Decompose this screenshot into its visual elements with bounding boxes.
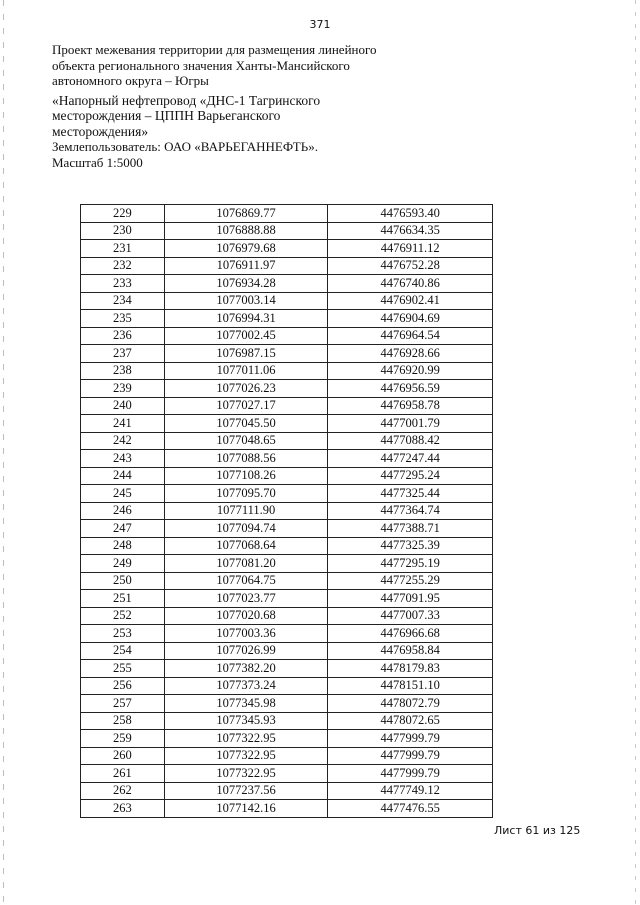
y-coordinate-cell: 4476964.54 <box>328 327 493 345</box>
page-number: 371 <box>309 18 331 31</box>
point-number-cell: 242 <box>81 432 165 450</box>
table-row <box>81 450 493 468</box>
x-coordinate-cell: 1077111.90 <box>164 502 328 520</box>
x-coordinate-cell: 1077068.64 <box>164 537 328 555</box>
y-coordinate-cell: 4476740.86 <box>328 275 493 293</box>
point-number-cell: 240 <box>81 397 165 415</box>
table-row <box>81 555 493 573</box>
table-row <box>81 712 493 730</box>
table-row <box>81 292 493 310</box>
point-number-cell: 236 <box>81 327 165 345</box>
table-row <box>81 747 493 765</box>
project-title <box>52 93 382 140</box>
scale-label: Масштаб 1:5000 <box>52 154 143 170</box>
table-row <box>81 765 493 783</box>
x-coordinate-cell: 1076888.88 <box>164 222 328 240</box>
point-number-cell: 256 <box>81 677 165 695</box>
point-number-cell: 238 <box>81 362 165 380</box>
table-row <box>81 327 493 345</box>
point-number-cell: 263 <box>81 800 165 818</box>
point-number-cell: 234 <box>81 292 165 310</box>
point-number-cell: 245 <box>81 485 165 503</box>
y-coordinate-cell: 4477088.42 <box>328 432 493 450</box>
x-coordinate-cell: 1077048.65 <box>164 432 328 450</box>
y-coordinate-cell: 4477255.29 <box>328 572 493 590</box>
x-coordinate-cell: 1077027.17 <box>164 397 328 415</box>
coordinates-table <box>80 204 493 818</box>
point-number-cell: 230 <box>81 222 165 240</box>
table-row <box>81 572 493 590</box>
point-number-cell: 261 <box>81 765 165 783</box>
x-coordinate-cell: 1077011.06 <box>164 362 328 380</box>
point-number-cell: 262 <box>81 782 165 800</box>
x-coordinate-cell: 1077081.20 <box>164 555 328 573</box>
land-user: Землепользователь: ОАО «ВАРЬЕГАННЕФТЬ». <box>52 139 318 154</box>
header-line-1: Проект межевания территории для размещения линейного <box>52 42 377 57</box>
table-row <box>81 240 493 258</box>
table-row <box>81 467 493 485</box>
table-row <box>81 275 493 293</box>
table-row <box>81 345 493 363</box>
point-number-cell: 257 <box>81 695 165 713</box>
point-number-cell: 246 <box>81 502 165 520</box>
x-coordinate-cell: 1077108.26 <box>164 467 328 485</box>
x-coordinate-cell: 1077045.50 <box>164 415 328 433</box>
y-coordinate-cell: 4477325.39 <box>328 537 493 555</box>
y-coordinate-cell: 4476593.40 <box>328 205 493 223</box>
table-row <box>81 362 493 380</box>
point-number-cell: 247 <box>81 520 165 538</box>
table-row <box>81 502 493 520</box>
point-number-cell: 232 <box>81 257 165 275</box>
table-row <box>81 800 493 818</box>
x-coordinate-cell: 1077382.20 <box>164 660 328 678</box>
point-number-cell: 249 <box>81 555 165 573</box>
x-coordinate-cell: 1076869.77 <box>164 205 328 223</box>
x-coordinate-cell: 1077322.95 <box>164 747 328 765</box>
point-number-cell: 237 <box>81 345 165 363</box>
y-coordinate-cell: 4477325.44 <box>328 485 493 503</box>
table-row <box>81 782 493 800</box>
x-coordinate-cell: 1076934.28 <box>164 275 328 293</box>
x-coordinate-cell: 1077237.56 <box>164 782 328 800</box>
point-number-cell: 241 <box>81 415 165 433</box>
x-coordinate-cell: 1077345.93 <box>164 712 328 730</box>
y-coordinate-cell: 4478179.83 <box>328 660 493 678</box>
table-row <box>81 520 493 538</box>
x-coordinate-cell: 1077023.77 <box>164 590 328 608</box>
x-coordinate-cell: 1077026.99 <box>164 642 328 660</box>
x-coordinate-cell: 1077095.70 <box>164 485 328 503</box>
y-coordinate-cell: 4477295.19 <box>328 555 493 573</box>
point-number-cell: 235 <box>81 310 165 328</box>
table-row <box>81 205 493 223</box>
table-row <box>81 397 493 415</box>
y-coordinate-cell: 4476956.59 <box>328 380 493 398</box>
y-coordinate-cell: 4477749.12 <box>328 782 493 800</box>
y-coordinate-cell: 4477247.44 <box>328 450 493 468</box>
y-coordinate-cell: 4477364.74 <box>328 502 493 520</box>
x-coordinate-cell: 1077142.16 <box>164 800 328 818</box>
table-row <box>81 642 493 660</box>
table-row <box>81 730 493 748</box>
coordinates-table-body <box>81 205 493 818</box>
document-header <box>52 42 382 170</box>
y-coordinate-cell: 4476902.41 <box>328 292 493 310</box>
y-coordinate-cell: 4478072.65 <box>328 712 493 730</box>
x-coordinate-cell: 1077094.74 <box>164 520 328 538</box>
point-number-cell: 231 <box>81 240 165 258</box>
y-coordinate-cell: 4477476.55 <box>328 800 493 818</box>
y-coordinate-cell: 4477388.71 <box>328 520 493 538</box>
table-row <box>81 677 493 695</box>
table-row <box>81 415 493 433</box>
sheet-label: Лист 61 из 125 <box>494 824 581 837</box>
y-coordinate-cell: 4477091.95 <box>328 590 493 608</box>
table-row <box>81 257 493 275</box>
point-number-cell: 253 <box>81 625 165 643</box>
table-row <box>81 485 493 503</box>
point-number-cell: 255 <box>81 660 165 678</box>
point-number-cell: 258 <box>81 712 165 730</box>
y-coordinate-cell: 4478072.79 <box>328 695 493 713</box>
y-coordinate-cell: 4476958.78 <box>328 397 493 415</box>
x-coordinate-cell: 1077088.56 <box>164 450 328 468</box>
y-coordinate-cell: 4476911.12 <box>328 240 493 258</box>
point-number-cell: 259 <box>81 730 165 748</box>
header-line-2: объекта регионального значения Ханты-Мансийского <box>52 57 350 73</box>
x-coordinate-cell: 1076994.31 <box>164 310 328 328</box>
x-coordinate-cell: 1077003.14 <box>164 292 328 310</box>
table-row <box>81 310 493 328</box>
table-row <box>81 380 493 398</box>
table-row <box>81 695 493 713</box>
x-coordinate-cell: 1077003.36 <box>164 625 328 643</box>
y-coordinate-cell: 4476958.84 <box>328 642 493 660</box>
y-coordinate-cell: 4476966.68 <box>328 625 493 643</box>
title-line-3: месторождения» <box>52 123 149 139</box>
table-row <box>81 222 493 240</box>
y-coordinate-cell: 4477999.79 <box>328 730 493 748</box>
point-number-cell: 254 <box>81 642 165 660</box>
y-coordinate-cell: 4476634.35 <box>328 222 493 240</box>
point-number-cell: 250 <box>81 572 165 590</box>
point-number-cell: 252 <box>81 607 165 625</box>
point-number-cell: 243 <box>81 450 165 468</box>
table-row <box>81 625 493 643</box>
y-coordinate-cell: 4477999.79 <box>328 747 493 765</box>
x-coordinate-cell: 1076987.15 <box>164 345 328 363</box>
y-coordinate-cell: 4478151.10 <box>328 677 493 695</box>
x-coordinate-cell: 1077322.95 <box>164 730 328 748</box>
y-coordinate-cell: 4477999.79 <box>328 765 493 783</box>
title-line-1: «Напорный нефтепровод «ДНС-1 Тагринского <box>52 92 321 108</box>
point-number-cell: 229 <box>81 205 165 223</box>
y-coordinate-cell: 4477295.24 <box>328 467 493 485</box>
point-number-cell: 233 <box>81 275 165 293</box>
y-coordinate-cell: 4476928.66 <box>328 345 493 363</box>
header-line-3: автономного округа – Югры <box>52 73 209 88</box>
point-number-cell: 248 <box>81 537 165 555</box>
table-row <box>81 432 493 450</box>
y-coordinate-cell: 4476920.99 <box>328 362 493 380</box>
y-coordinate-cell: 4477007.33 <box>328 607 493 625</box>
y-coordinate-cell: 4476904.69 <box>328 310 493 328</box>
y-coordinate-cell: 4477001.79 <box>328 415 493 433</box>
x-coordinate-cell: 1077373.24 <box>164 677 328 695</box>
point-number-cell: 239 <box>81 380 165 398</box>
point-number-cell: 251 <box>81 590 165 608</box>
x-coordinate-cell: 1076911.97 <box>164 257 328 275</box>
table-row <box>81 537 493 555</box>
point-number-cell: 260 <box>81 747 165 765</box>
x-coordinate-cell: 1077345.98 <box>164 695 328 713</box>
x-coordinate-cell: 1077064.75 <box>164 572 328 590</box>
point-number-cell: 244 <box>81 467 165 485</box>
table-row <box>81 590 493 608</box>
y-coordinate-cell: 4476752.28 <box>328 257 493 275</box>
x-coordinate-cell: 1077322.95 <box>164 765 328 783</box>
table-row <box>81 660 493 678</box>
table-row <box>81 607 493 625</box>
x-coordinate-cell: 1077020.68 <box>164 607 328 625</box>
scan-edge-right <box>635 0 636 905</box>
x-coordinate-cell: 1077002.45 <box>164 327 328 345</box>
scan-edge-left <box>3 0 4 905</box>
title-line-2: месторождения – ЦППН Варьеганского <box>52 108 281 123</box>
x-coordinate-cell: 1076979.68 <box>164 240 328 258</box>
x-coordinate-cell: 1077026.23 <box>164 380 328 398</box>
